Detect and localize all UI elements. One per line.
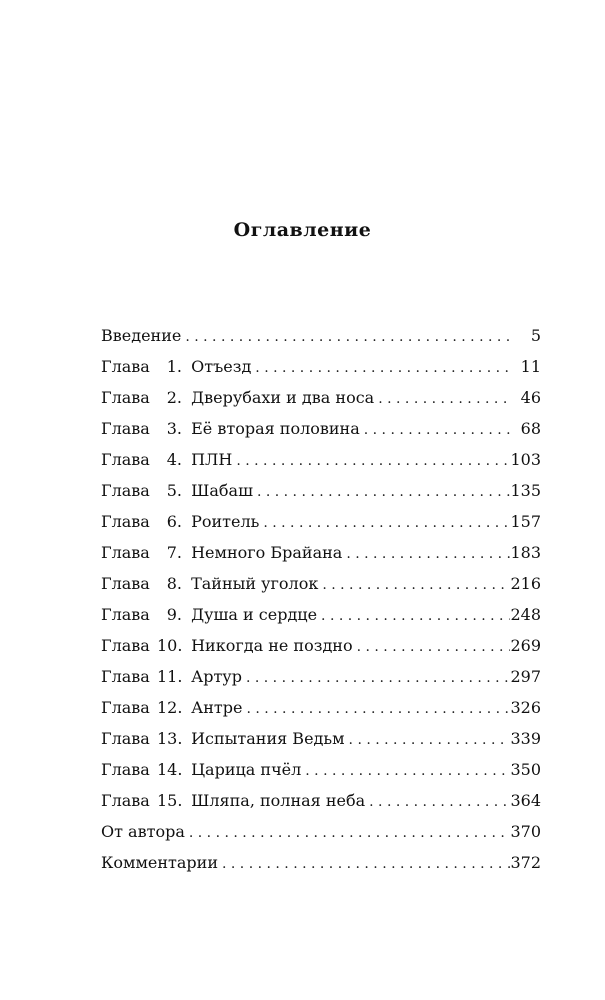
chapter-word: Глава (101, 760, 150, 779)
toc-entry-label (101, 630, 357, 661)
dot-leader (222, 849, 510, 880)
page-number: 339 (510, 729, 541, 748)
toc-entry-label (101, 413, 364, 444)
chapter-number: 12. (157, 698, 183, 717)
toc-entry (101, 351, 541, 382)
toc-entry-label (101, 568, 322, 599)
toc-entry (101, 754, 541, 785)
dot-leader (305, 756, 510, 787)
entry-title: Роитель (191, 512, 260, 531)
page-number: 157 (510, 512, 541, 531)
toc-entry-label (101, 847, 222, 878)
toc-entry (101, 413, 541, 444)
chapter-number: 9. (166, 605, 182, 624)
chapter-number: 2. (166, 388, 182, 407)
toc-entry (101, 692, 541, 723)
entry-title: Душа и сердце (191, 605, 318, 624)
toc-entry-label (101, 475, 257, 506)
toc-entry-label (101, 599, 321, 630)
entry-title: Испытания Ведьм (191, 729, 345, 748)
entry-title: Немного Брайана (191, 543, 343, 562)
entry-title: Введение (101, 326, 182, 345)
entry-title: ПЛН (191, 450, 233, 469)
chapter-number: 10. (157, 636, 183, 655)
toc-entry (101, 661, 541, 692)
toc-entry (101, 847, 541, 878)
dot-leader (346, 539, 510, 570)
page-number: 269 (510, 636, 541, 655)
dot-leader (236, 446, 510, 477)
toc-entry (101, 568, 541, 599)
chapter-number: 6. (166, 512, 182, 531)
toc-entry-label (101, 723, 349, 754)
chapter-word: Глава (101, 543, 150, 562)
dot-leader (378, 384, 511, 415)
chapter-number: 5. (166, 481, 182, 500)
toc-entry (101, 785, 541, 816)
chapter-word: Глава (101, 481, 150, 500)
entry-title: Артур (191, 667, 242, 686)
toc-entry (101, 599, 541, 630)
page-number: 216 (510, 574, 541, 593)
chapter-word: Глава (101, 512, 150, 531)
page-number: 370 (510, 822, 541, 841)
chapter-word: Глава (101, 388, 150, 407)
page-number: 68 (520, 419, 541, 438)
dot-leader (257, 477, 511, 508)
chapter-word: Глава (101, 636, 150, 655)
chapter-number: 15. (157, 791, 183, 810)
chapter-number: 14. (157, 760, 183, 779)
toc-entry-label (101, 382, 378, 413)
entry-title: Шабаш (191, 481, 253, 500)
page-number: 5 (530, 326, 541, 345)
chapter-number: 3. (166, 419, 182, 438)
dot-leader (369, 787, 510, 818)
page-number: 46 (520, 388, 541, 407)
toc-entry (101, 630, 541, 661)
toc-entry-label (101, 785, 369, 816)
toc-entry (101, 320, 541, 351)
page-number: 326 (510, 698, 541, 717)
entry-title: Её вторая половина (191, 419, 360, 438)
toc-entry-label (101, 754, 305, 785)
entry-title: Царица пчёл (191, 760, 302, 779)
chapter-word: Глава (101, 450, 150, 469)
chapter-word: Глава (101, 729, 150, 748)
entry-title: Никогда не поздно (191, 636, 353, 655)
dot-leader (189, 818, 511, 849)
toc-entry (101, 382, 541, 413)
entry-title: Шляпа, полная неба (191, 791, 366, 810)
dot-leader (185, 322, 511, 353)
toc-list (101, 320, 541, 878)
toc-entry-label (101, 506, 263, 537)
toc-entry (101, 537, 541, 568)
dot-leader (322, 570, 510, 601)
chapter-number: 8. (166, 574, 182, 593)
entry-title: Тайный уголок (191, 574, 319, 593)
chapter-number: 7. (166, 543, 182, 562)
entry-title: Антре (191, 698, 243, 717)
page-number: 11 (520, 357, 541, 376)
page-number: 135 (510, 481, 541, 500)
page-number: 297 (510, 667, 541, 686)
entry-title: Отъезд (191, 357, 252, 376)
dot-leader (255, 353, 511, 384)
dot-leader (263, 508, 510, 539)
toc-entry-label (101, 320, 185, 351)
toc-entry (101, 816, 541, 847)
toc-entry-label (101, 816, 189, 847)
entry-title: Комментарии (101, 853, 218, 872)
toc-title: Оглавление (233, 219, 372, 241)
toc-entry (101, 444, 541, 475)
page-number: 248 (510, 605, 541, 624)
page-number: 103 (510, 450, 541, 469)
dot-leader (364, 415, 511, 446)
toc-entry (101, 506, 541, 537)
toc-entry-label (101, 444, 236, 475)
toc-entry-label (101, 661, 246, 692)
dot-leader (357, 632, 511, 663)
page-number: 183 (510, 543, 541, 562)
toc-entry-label (101, 692, 246, 723)
chapter-number: 1. (166, 357, 182, 376)
dot-leader (349, 725, 511, 756)
chapter-word: Глава (101, 419, 150, 438)
toc-entry (101, 723, 541, 754)
chapter-word: Глава (101, 667, 150, 686)
chapter-number: 4. (166, 450, 182, 469)
toc-entry (101, 475, 541, 506)
dot-leader (246, 663, 510, 694)
page-number: 364 (510, 791, 541, 810)
entry-title: От автора (101, 822, 185, 841)
page-number: 350 (510, 760, 541, 779)
chapter-word: Глава (101, 698, 150, 717)
toc-entry-label (101, 351, 255, 382)
dot-leader (246, 694, 510, 725)
chapter-word: Глава (101, 357, 150, 376)
chapter-number: 13. (157, 729, 183, 748)
chapter-number: 11. (157, 667, 183, 686)
chapter-word: Глава (101, 791, 150, 810)
chapter-word: Глава (101, 574, 150, 593)
page-number: 372 (510, 853, 541, 872)
entry-title: Дверубахи и два носа (191, 388, 375, 407)
toc-entry-label (101, 537, 346, 568)
chapter-word: Глава (101, 605, 150, 624)
dot-leader (321, 601, 510, 632)
